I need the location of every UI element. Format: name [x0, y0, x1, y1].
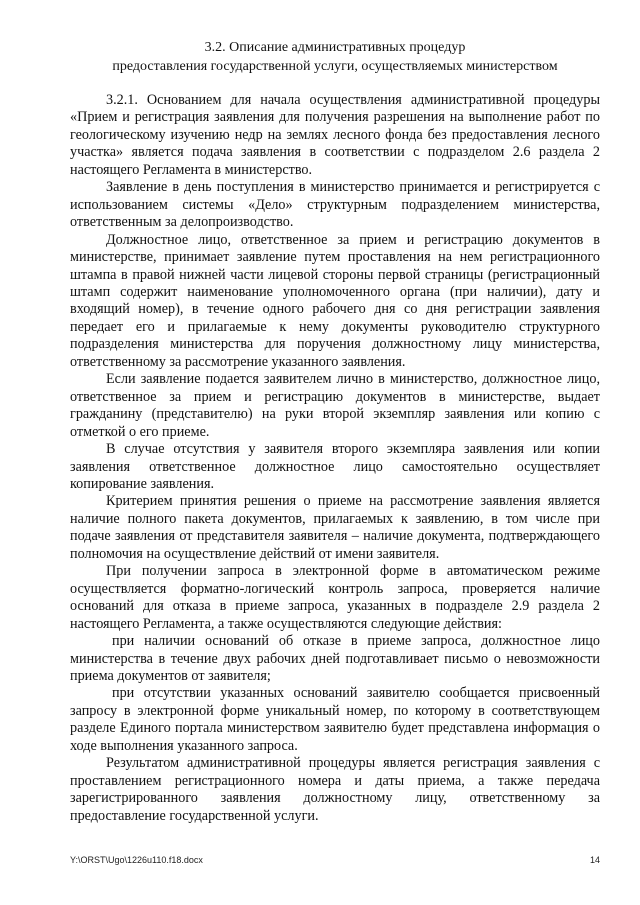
paragraph-official-acceptance: Должностное лицо, ответственное за прием и регистрацию документов в министерстве, принимает заявление путем проставления на нем регистрационного штампа в правой нижней части лицевой стороны первой страницы (регистрационный штамп содержит наименование уполномоченного органа (при наличии), дату и входящий номер), в течение одного рабочего дня со дня регистрации заявления передает его и прилагаемые к нему документы руководителю структурного подразделения министерства для поручения должностному лицу министерства, ответственному за рассмотрение указанного заявления. [70, 231, 600, 370]
paragraph-registration: Заявление в день поступления в министерство принимается и регистрируется с использованием системы «Дело» структурным подразделением министерства, ответственным за делопроизводство. [70, 179, 600, 231]
paragraph-refusal-case: при наличии оснований об отказе в приеме запроса, должностное лицо министерства в течение двух рабочих дней подготавливает письмо о невозможности приема документов от заявителя; [70, 633, 600, 684]
paragraph-no-grounds-case: при отсутствии указанных оснований заявителю сообщается присвоенный запросу в электронной форме уникальный номер, по которому в соответствующем разделе Единого портала министерством заявителю будет представлена информация о ходе выполнения указанного запроса. [70, 685, 600, 754]
paragraph-basis: 3.2.1. Основанием для начала осуществления административной процедуры «Прием и регистрация заявления для получения разрешения на выполнение работ по геологическому изучению недр на землях лесного фонда без предоставления лесного участка» является подача заявления в соответствии с подразделом 2.6 раздела 2 настоящего Регламента в министерство. [70, 92, 600, 178]
document-body [70, 92, 600, 825]
paragraph-criterion: Критерием принятия решения о приеме на рассмотрение заявления является наличие полного пакета документов, прилагаемых к заявлению, в том числе при подаче заявления от представителя заявителя – наличие документа, подтверждающего полномочия на осуществление действий от имени заявителя. [70, 493, 600, 562]
file-path: Y:\ORST\Ugo\1226u110.f18.docx [70, 855, 203, 865]
paragraph-result: Результатом административной процедуры является регистрация заявления с проставлением регистрационного номера и даты приема, а также передача зарегистрированного заявления должностному лицу, ответственному за предоставление государственной услуги. [70, 755, 600, 824]
section-heading-line-1: 3.2. Описание административных процедур [204, 40, 466, 55]
section-heading [70, 38, 600, 76]
section-heading-line-2: предоставления государственной услуги, осуществляемых министерством [112, 59, 558, 74]
paragraph-electronic-request: При получении запроса в электронной форме в автоматическом режиме осуществляется форматно-логический контроль запроса, проверяется наличие оснований для отказа в приеме запроса, указанных в подразделе 2.9 раздела 2 настоящего Регламента, а также осуществляются следующие действия: [70, 563, 600, 632]
paragraph-copying: В случае отсутствия у заявителя второго экземпляра заявления или копии заявления ответственное должностное лицо самостоятельно осуществляет копирование заявления. [70, 441, 600, 492]
page-number: 14 [589, 855, 600, 865]
paragraph-personal-submission: Если заявление подается заявителем лично в министерство, должностное лицо, ответственное за прием и регистрацию документов в министерстве, выдает гражданину (представителю) на руки второй экземпляр заявления или копию с отметкой о его приеме. [70, 371, 600, 440]
